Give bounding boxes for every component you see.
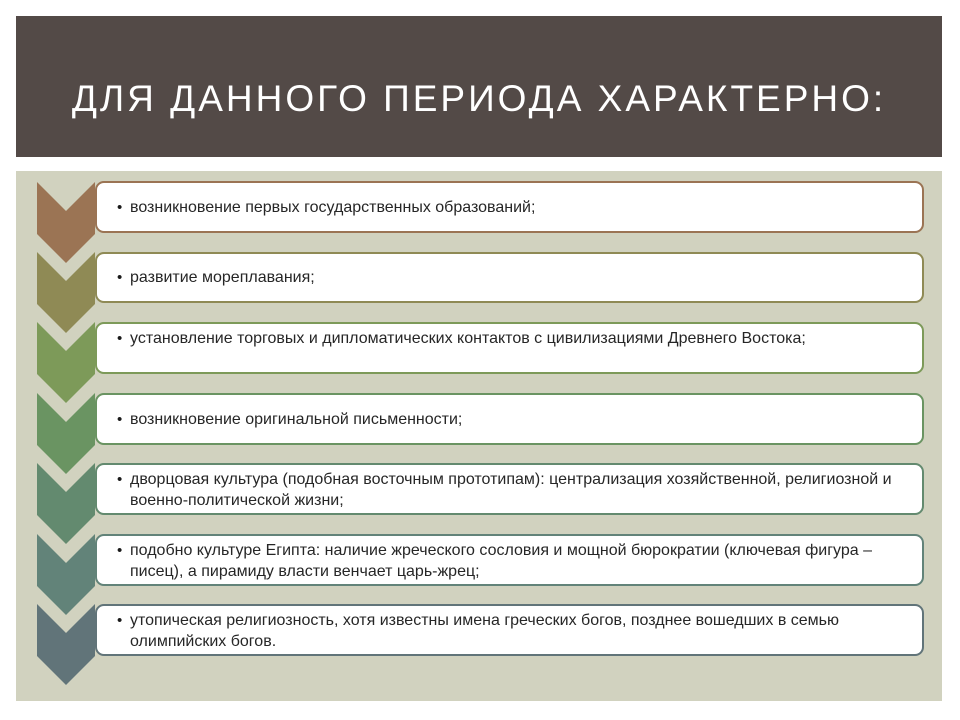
list-item	[95, 322, 924, 374]
title-bar	[16, 16, 942, 157]
bullet: •	[117, 269, 123, 286]
item-text: дворцовая культура (подобная восточным прототипам): централизация хозяйственной, религиозной и военно-политической жизни;	[130, 471, 892, 509]
chevron-icon	[37, 604, 95, 685]
chevron-icon	[37, 322, 95, 403]
list-item	[95, 604, 924, 656]
bullet: •	[117, 411, 123, 428]
bullet: •	[117, 471, 123, 488]
chevron-icon	[37, 393, 95, 474]
list-item	[95, 393, 924, 445]
item-text: возникновение оригинальной письменности;	[130, 411, 463, 428]
item-text: утопическая религиозность, хотя известны имена греческих богов, позднее вошедших в семью олимпийских богов.	[130, 612, 839, 650]
chevron-icon	[37, 534, 95, 615]
item-text: установление торговых и дипломатических контактов с цивилизациями Древнего Востока;	[130, 330, 806, 347]
list-item	[95, 534, 924, 586]
bullet: •	[117, 199, 123, 216]
chevron-icon	[37, 252, 95, 333]
bullet: •	[117, 542, 123, 559]
bullet: •	[117, 330, 123, 347]
list-item	[95, 252, 924, 303]
chevron-icon	[37, 182, 95, 263]
list-item	[95, 463, 924, 515]
list-item	[95, 181, 924, 233]
slide-title: ДЛЯ ДАННОГО ПЕРИОДА ХАРАКТЕРНО:	[71, 78, 887, 119]
bullet: •	[117, 612, 123, 629]
item-text: подобно культуре Египта: наличие жреческого сословия и мощной бюрократии (ключевая фигура – писец), а пирамиду власти венчает царь-жрец;	[130, 542, 872, 580]
chevron-icon	[37, 463, 95, 544]
item-text: развитие мореплавания;	[130, 269, 315, 286]
item-text: возникновение первых государственных образований;	[130, 199, 536, 216]
